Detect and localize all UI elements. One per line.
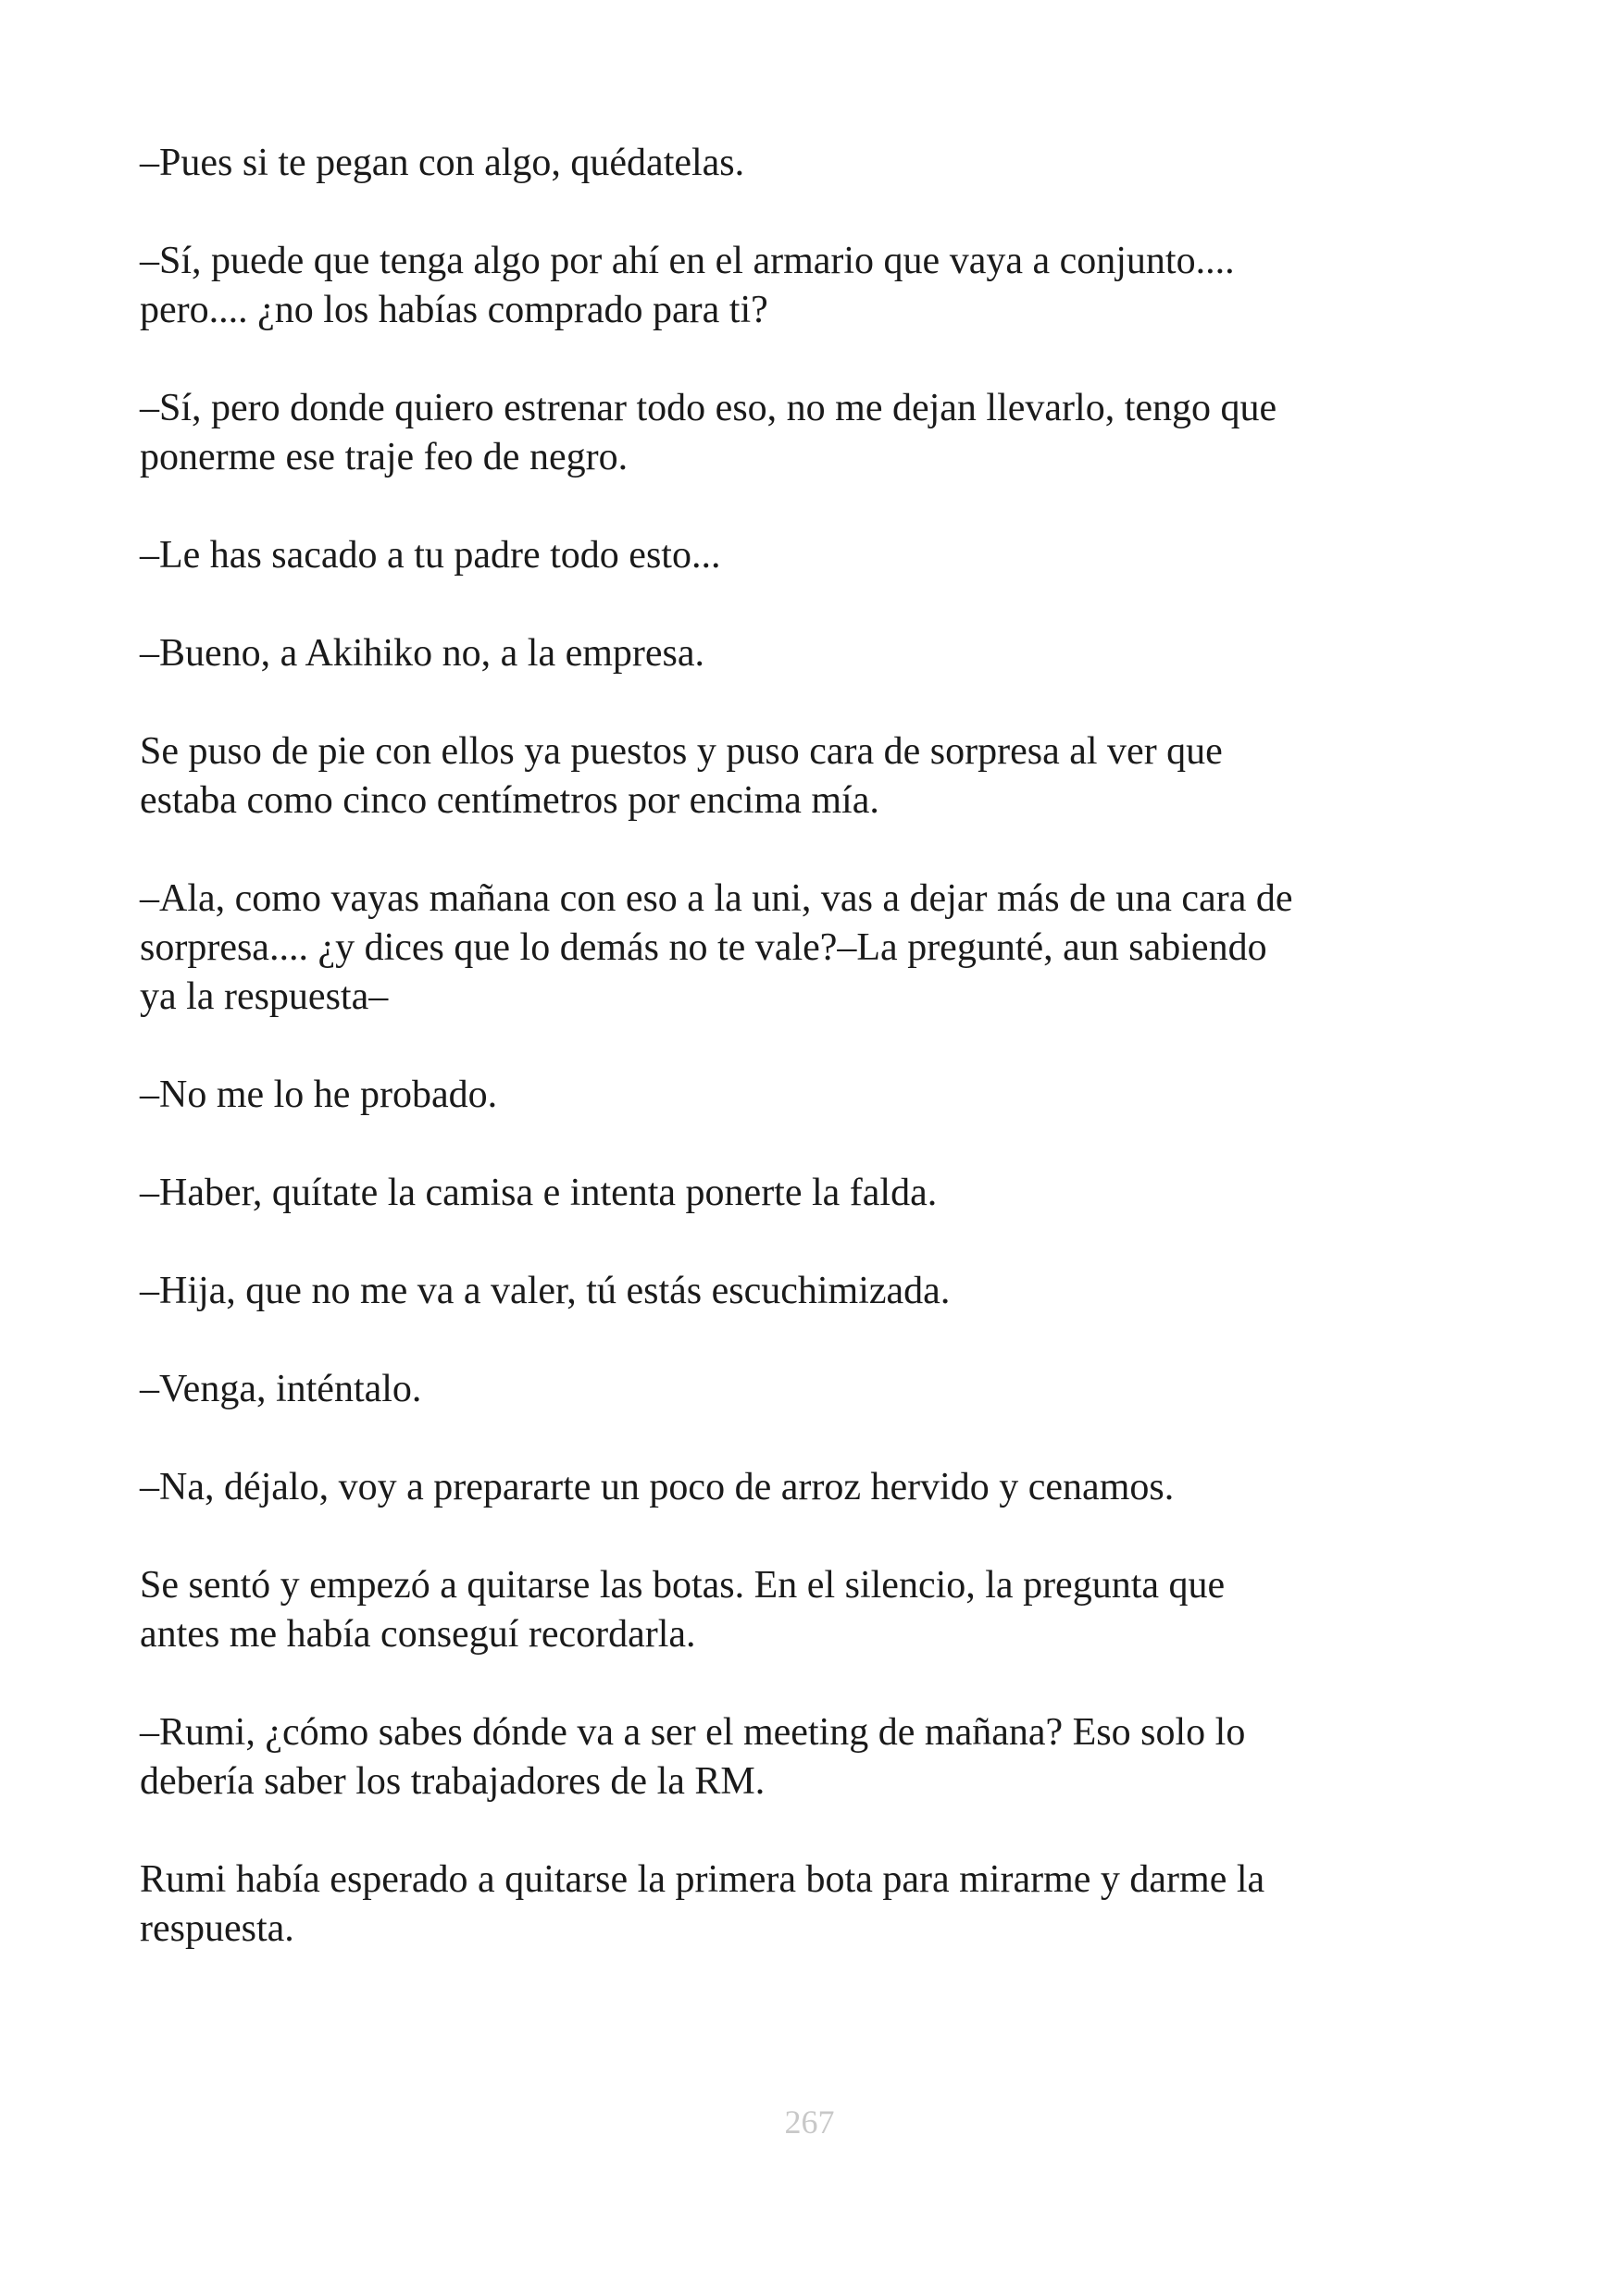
paragraph-12: –Na, déjalo, voy a prepararte un poco de arroz hervido y cenamos. xyxy=(140,1466,1175,1508)
paragraph-9: –Haber, quítate la camisa e intenta ponerte la falda. xyxy=(140,1172,938,1214)
paragraph-8: –No me lo he probado. xyxy=(140,1074,498,1116)
paragraph-2: –Sí, puede que tenga algo por ahí en el armario que vaya a conjunto.... pero.... ¿no los habías comprado para ti? xyxy=(140,240,1235,331)
paragraph-4: –Le has sacado a tu padre todo esto... xyxy=(140,534,721,577)
paragraph-1: –Pues si te pegan con algo, quédatelas. xyxy=(140,142,745,184)
paragraph-10: –Hija, que no me va a valer, tú estás escuchimizada. xyxy=(140,1270,951,1312)
paragraph-5: –Bueno, a Akihiko no, a la empresa. xyxy=(140,632,705,675)
paragraph-7: –Ala, como vayas mañana con eso a la uni, vas a dejar más de una cara de sorpresa.... ¿y dices que lo demás no te vale?–La pregunté, aun sabiendo ya la respuesta– xyxy=(140,877,1293,1018)
paragraph-14: –Rumi, ¿cómo sabes dónde va a ser el meeting de mañana? Eso solo lo debería saber los trabajadores de la RM. xyxy=(140,1711,1246,1803)
page-number: 267 xyxy=(784,2104,835,2141)
text-body xyxy=(140,139,1487,2003)
paragraph-6: Se puso de pie con ellos ya puestos y puso cara de sorpresa al ver que estaba como cinco centímetros por encima mía. xyxy=(140,730,1223,822)
paragraph-15: Rumi había esperado a quitarse la primera bota para mirarme y darme la respuesta. xyxy=(140,1858,1265,1950)
paragraph-13: Se sentó y empezó a quitarse las botas. En el silencio, la pregunta que antes me había conseguí recordarla. xyxy=(140,1564,1226,1656)
paragraph-11: –Venga, inténtalo. xyxy=(140,1368,422,1410)
paragraph-3: –Sí, pero donde quiero estrenar todo eso, no me dejan llevarlo, tengo que ponerme ese traje feo de negro. xyxy=(140,387,1277,478)
